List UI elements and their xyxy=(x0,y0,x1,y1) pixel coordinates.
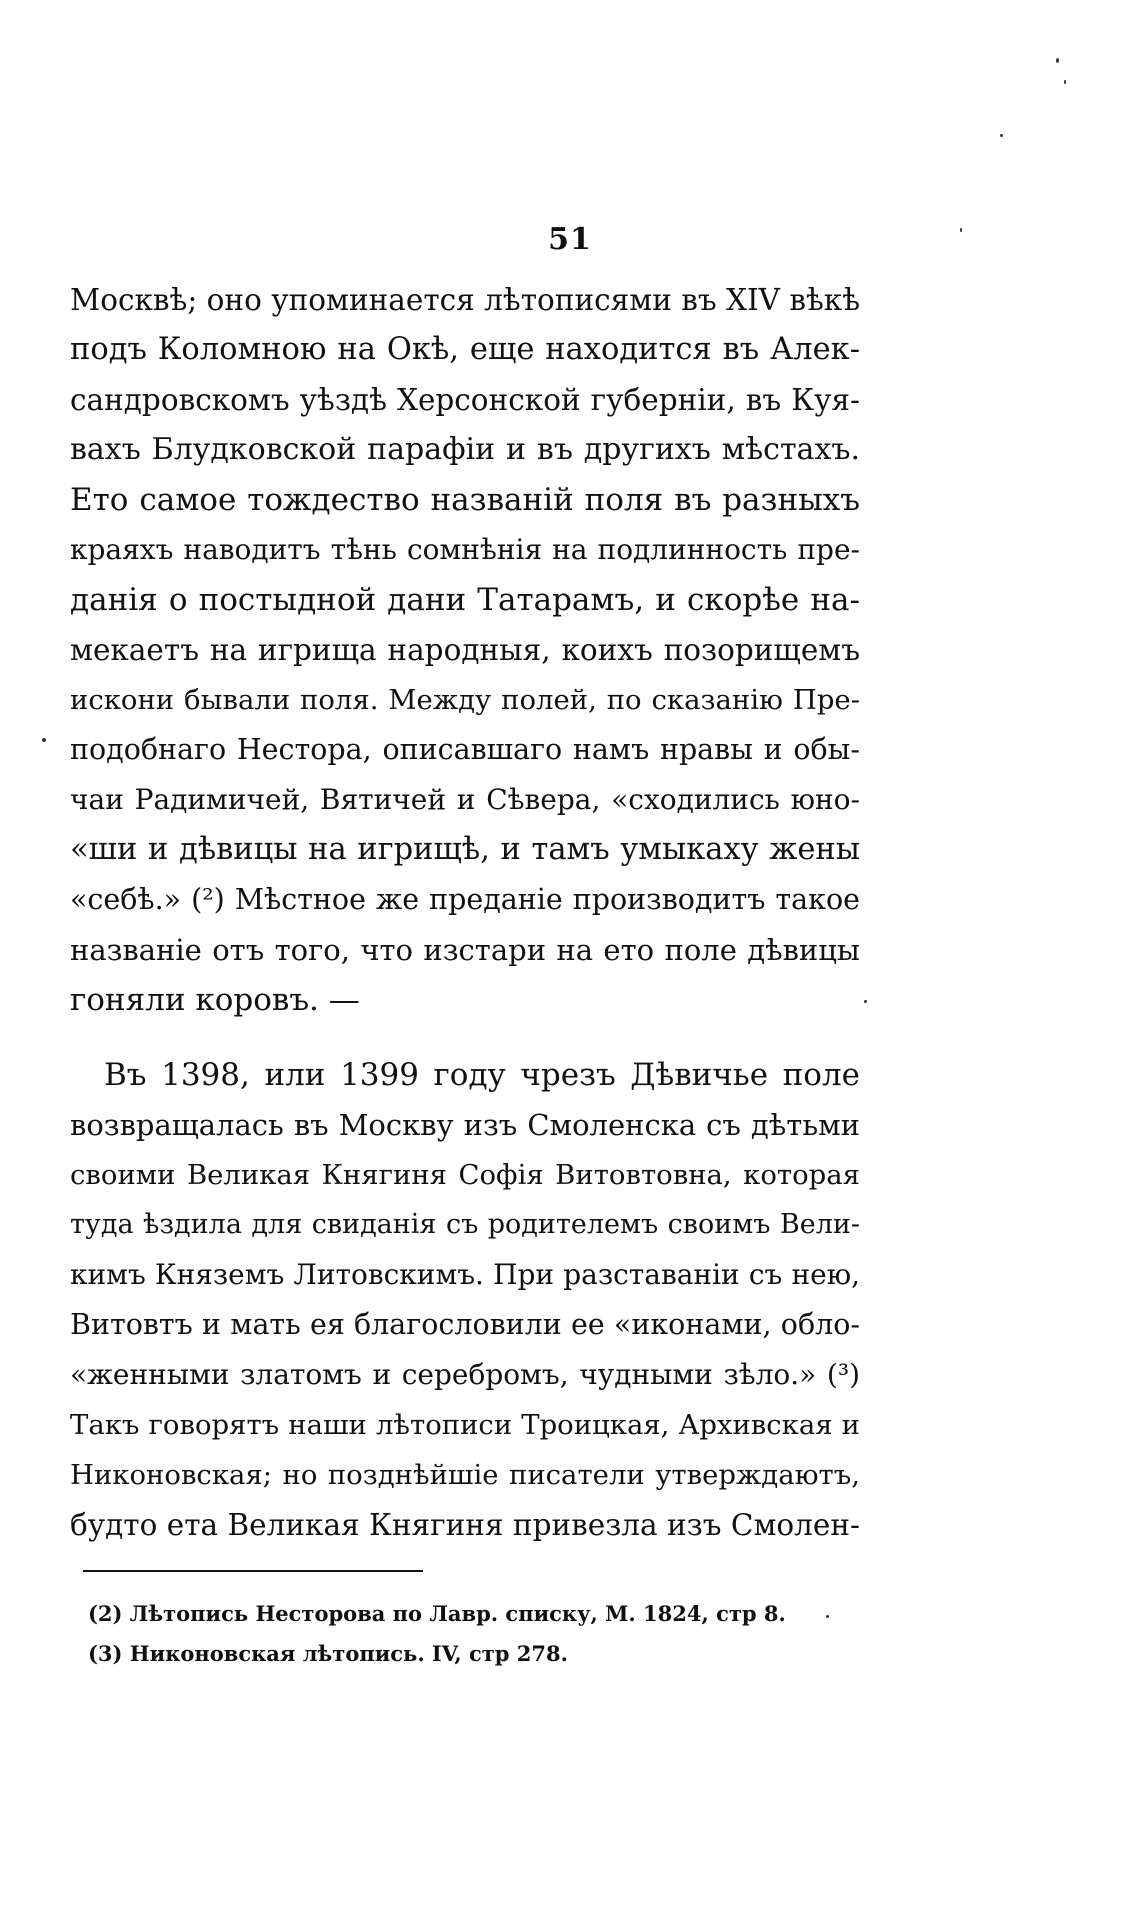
text-line: Витовтъ и мать ея благословили ее «иконами, обло- xyxy=(70,1308,860,1341)
page-number: 51 xyxy=(548,222,592,257)
text-line: «ши и дѣвицы на игрищѣ, и тамъ умыкаху жены xyxy=(70,832,860,867)
text-line: «женными златомъ и серебромъ, чудными зѣло.» (³) xyxy=(70,1358,860,1391)
paragraph-gap xyxy=(70,1025,860,1050)
scan-speck xyxy=(42,738,46,742)
text-line: Въ 1398, или 1399 году чрезъ Дѣвичье поле xyxy=(104,1057,860,1093)
footnote-divider xyxy=(83,1570,423,1572)
text-line: данія о постыдной дани Татарамъ, и скорѣе на- xyxy=(70,582,860,618)
text-line: кимъ Княземъ Литовскимъ. При разставаніи съ нею, xyxy=(70,1258,860,1291)
text-line: подобнаго Нестора, описавшаго намъ нравы и обы- xyxy=(70,733,860,766)
scan-speck xyxy=(1064,80,1066,84)
scan-speck xyxy=(864,1000,867,1003)
text-line: будто ета Великая Княгиня привезла изъ Смолен- xyxy=(70,1508,860,1542)
text-line: «себѣ.» (²) Мѣстное же преданіе производитъ такое xyxy=(70,883,860,916)
footnote: (3) Никоновская лѣтопись. IV, стр 278. xyxy=(88,1641,568,1666)
text-line: краяхъ наводитъ тѣнь сомнѣнія на подлинность пре- xyxy=(70,533,860,566)
scan-speck xyxy=(1056,58,1059,63)
text-line: Такъ говорятъ наши лѣтописи Троицкая, Архивская и xyxy=(70,1409,860,1441)
text-line: названіе отъ того, что изстари на ето поле дѣвицы xyxy=(70,933,860,967)
text-line: сандровскомъ уѣздѣ Херсонской губерніи, въ Куя- xyxy=(70,383,860,417)
footnotes xyxy=(88,1594,848,1674)
text-line: мекаетъ на игрища народныя, коихъ позорищемъ xyxy=(70,633,860,667)
scan-speck xyxy=(1000,134,1003,137)
paragraph xyxy=(70,1050,860,1550)
text-line: подъ Коломною на Окѣ, еще находится въ Алек- xyxy=(70,332,860,367)
text-line: возвращалась въ Москву изъ Смоленска съ дѣтьми xyxy=(70,1108,860,1142)
text-line: искони бывали поля. Между полей, по сказанію Пре- xyxy=(70,684,860,716)
text-line: своими Великая Княгиня Софія Витовтовна, которая xyxy=(70,1159,860,1191)
paragraph xyxy=(70,275,860,1025)
scan-speck xyxy=(960,228,962,232)
text-line: вахъ Блудковской парафіи и въ другихъ мѣстахъ. xyxy=(70,432,860,467)
text-line: Москвѣ; оно упоминается лѣтописями въ XIV вѣкѣ xyxy=(70,283,860,317)
text-line: чаи Радимичей, Вятичей и Сѣвера, «сходились юно- xyxy=(70,783,860,816)
footnote: (2) Лѣтопись Несторова по Лавр. списку, М. 1824, стр 8. xyxy=(88,1601,786,1626)
text-line: гоняли коровъ. — xyxy=(70,982,360,1018)
main-text xyxy=(70,275,860,1550)
scan-speck xyxy=(826,1615,829,1618)
text-line: Никоновская; но позднѣйшіе писатели утверждаютъ, xyxy=(70,1459,860,1491)
text-line: туда ѣздила для свиданія съ родителемъ своимъ Вели- xyxy=(70,1209,860,1240)
text-line: Ето самое тождество названій поля въ разныхъ xyxy=(70,482,860,518)
